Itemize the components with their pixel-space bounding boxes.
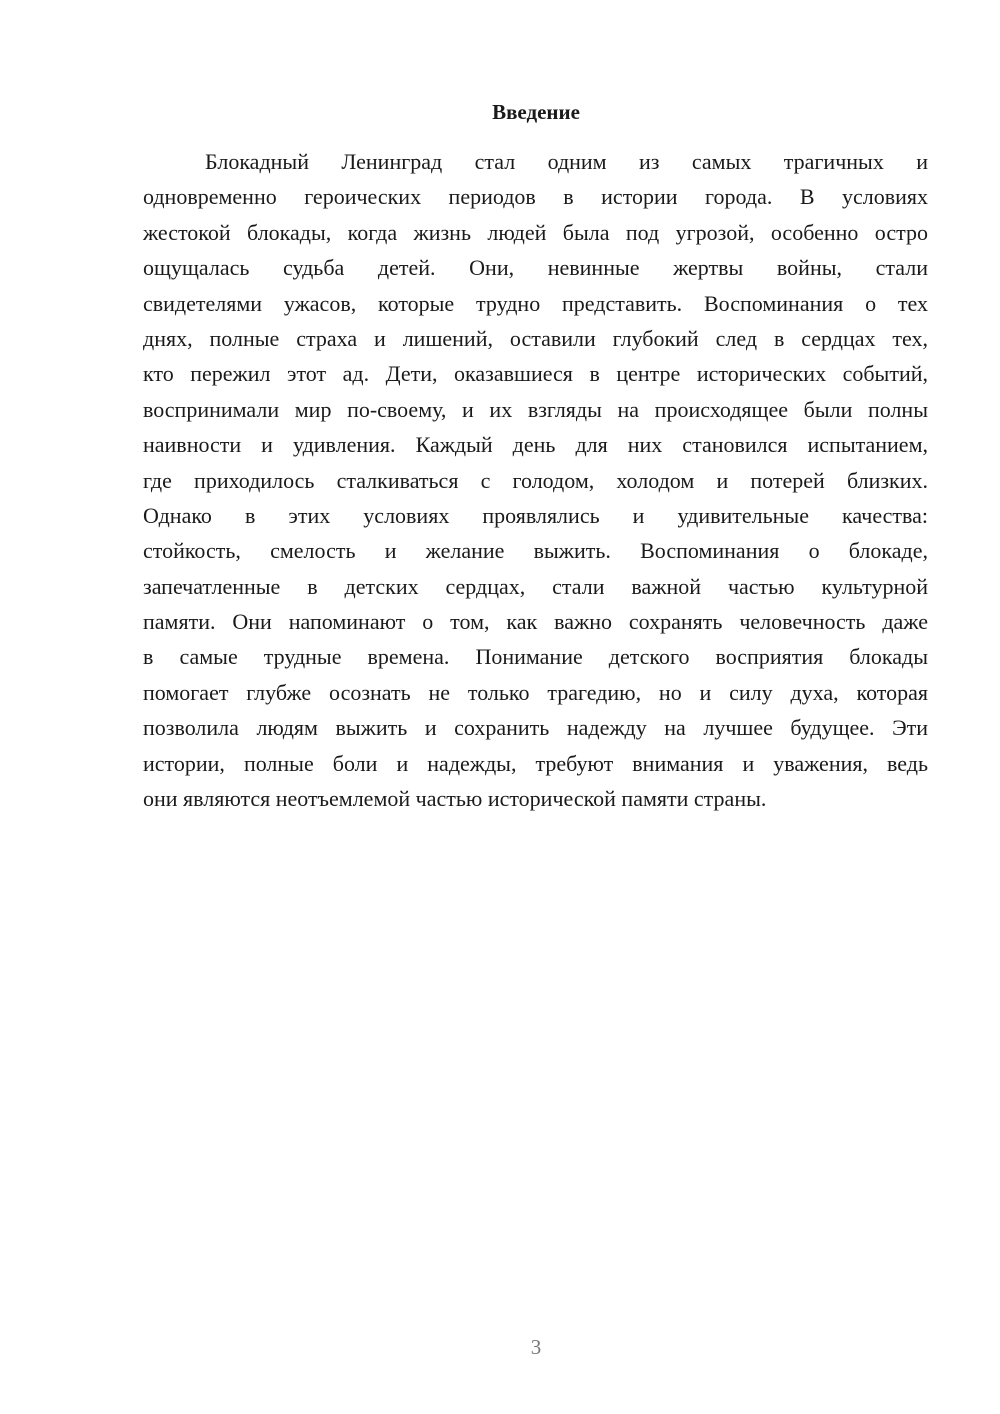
paragraph-line: жестокой блокады, когда жизнь людей была под угрозой, особенно остро bbox=[143, 219, 928, 245]
page-title: Введение bbox=[492, 100, 580, 124]
paragraph-line: в самые трудные времена. Понимание детского восприятия блокады bbox=[143, 644, 928, 670]
paragraph-line: днях, полные страха и лишений, оставили глубокий след в сердцах тех, bbox=[143, 325, 928, 351]
paragraph-line: истории, полные боли и надежды, требуют внимания и уважения, ведь bbox=[143, 750, 928, 776]
paragraph-line: они являются неотъемлемой частью исторической памяти страны. bbox=[143, 786, 767, 812]
paragraph-line: запечатленные в детских сердцах, стали важной частью культурной bbox=[143, 573, 928, 599]
paragraph-line: Однако в этих условиях проявлялись и удивительные качества: bbox=[143, 502, 928, 528]
page-number: 3 bbox=[530, 1335, 542, 1359]
paragraph-line: одновременно героических периодов в истории города. В условиях bbox=[143, 184, 928, 210]
paragraph-line: кто пережил этот ад. Дети, оказавшиеся в центре исторических событий, bbox=[143, 361, 928, 387]
paragraph-line: воспринимали мир по-своему, и их взгляды на происходящее были полны bbox=[143, 396, 928, 422]
paragraph-line: стойкость, смелость и желание выжить. Воспоминания о блокаде, bbox=[143, 538, 928, 564]
paragraph-line: свидетелями ужасов, которые трудно представить. Воспоминания о тех bbox=[143, 290, 928, 316]
paragraph-line: наивности и удивления. Каждый день для них становился испытанием, bbox=[143, 432, 928, 458]
paragraph-line: помогает глубже осознать не только трагедию, но и силу духа, которая bbox=[143, 679, 928, 705]
introduction-paragraph bbox=[143, 144, 928, 816]
paragraph-line: памяти. Они напоминают о том, как важно сохранять человечность даже bbox=[143, 609, 928, 635]
paragraph-line: Блокадный Ленинград стал одним из самых трагичных и bbox=[205, 149, 928, 174]
paragraph-line: где приходилось сталкиваться с голодом, холодом и потерей близких. bbox=[143, 467, 928, 493]
paragraph-line: позволила людям выжить и сохранить надежду на лучшее будущее. Эти bbox=[143, 715, 928, 741]
paragraph-line: ощущалась судьба детей. Они, невинные жертвы войны, стали bbox=[143, 255, 928, 281]
